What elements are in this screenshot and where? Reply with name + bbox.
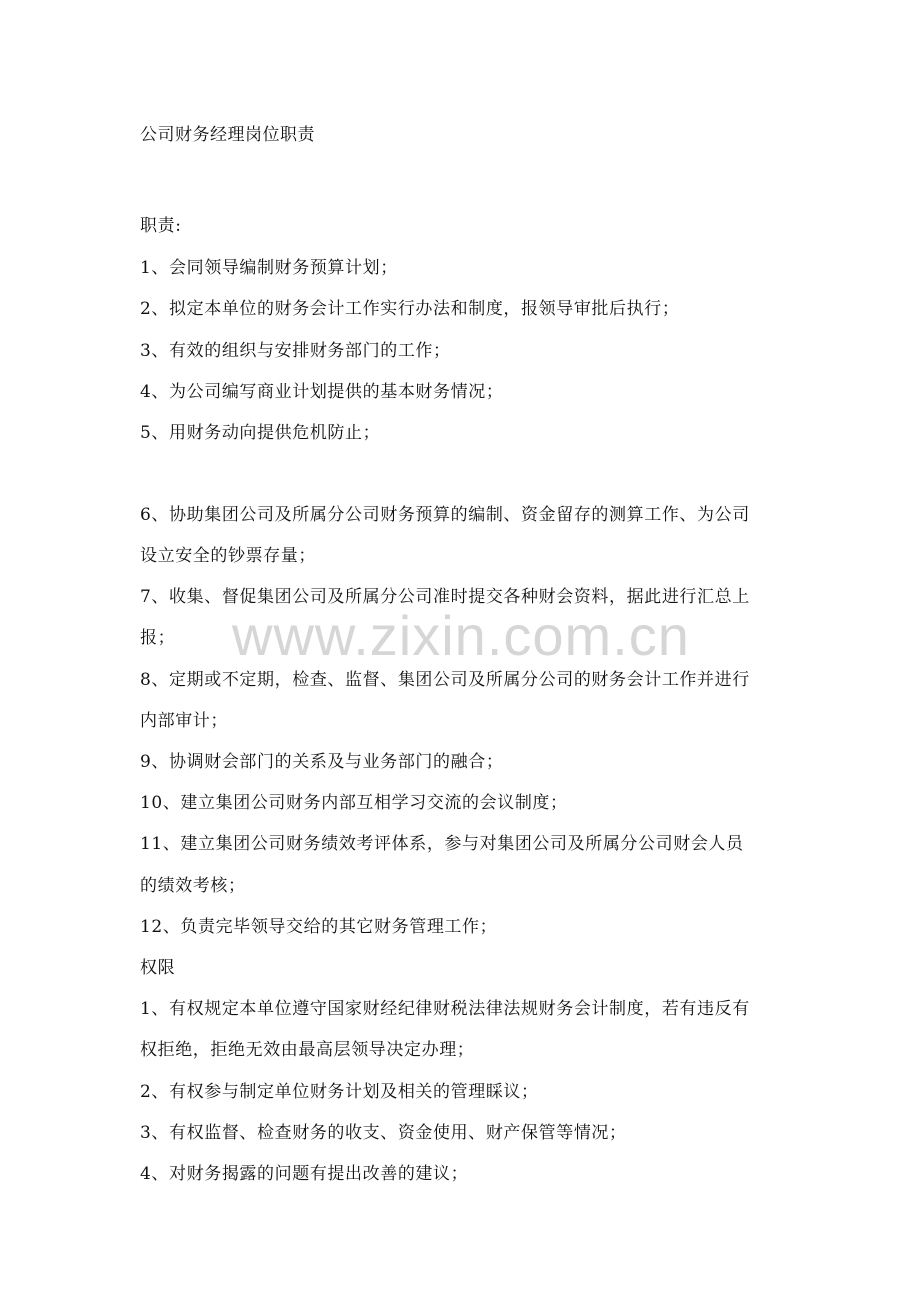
duty-line: 报； xyxy=(140,628,176,648)
duty-line: 5、用财务动向提供危机防止； xyxy=(140,423,381,443)
document-title: 公司财务经理岗位职责 xyxy=(140,125,315,145)
authority-line: 1、有权规定本单位遵守国家财经纪律财税法律法规财务会计制度，若有违反有 xyxy=(140,999,750,1019)
duty-line: 内部审计； xyxy=(140,711,228,731)
duty-line: 3、有效的组织与安排财务部门的工作； xyxy=(140,341,451,361)
duty-line: 12、负责完毕领导交给的其它财务管理工作； xyxy=(140,917,498,937)
duty-line: 4、为公司编写商业计划提供的基本财务情况； xyxy=(140,382,504,402)
duties-heading: 职责: xyxy=(140,216,182,236)
duty-line: 2、拟定本单位的财务会计工作实行办法和制度，报领导审批后执行； xyxy=(140,299,680,319)
duty-line: 9、协调财会部门的关系及与业务部门的融合； xyxy=(140,752,504,772)
authority-heading: 权限 xyxy=(140,958,176,978)
authority-line: 2、有权参与制定单位财务计划及相关的管理睬议； xyxy=(140,1082,539,1102)
duty-line: 8、定期或不定期，检查、监督、集团公司及所属分公司的财务会计工作并进行 xyxy=(140,670,750,690)
authority-line: 权拒绝，拒绝无效由最高层领导决定办理； xyxy=(140,1040,475,1060)
authority-line: 3、有权监督、检查财务的收支、资金使用、财产保管等情况； xyxy=(140,1123,627,1143)
duty-line: 的绩效考核； xyxy=(140,876,246,896)
watermark: www.zixin.com.cn xyxy=(232,604,690,667)
duty-line: 7、收集、督促集团公司及所属分公司准时提交各种财会资料，据此进行汇总上 xyxy=(140,587,750,607)
authority-line: 4、对财务揭露的问题有提出改善的建议； xyxy=(140,1164,469,1184)
duty-line: 6、协助集团公司及所属分公司财务预算的编制、资金留存的测算工作、为公司 xyxy=(140,505,750,525)
duty-line: 设立安全的钞票存量； xyxy=(140,546,316,566)
duty-line: 1、会同领导编制财务预算计划； xyxy=(140,258,398,278)
duty-line: 10、建立集团公司财务内部互相学习交流的会议制度； xyxy=(140,793,568,813)
duty-line: 11、建立集团公司财务绩效考评体系，参与对集团公司及所属分公司财会人员 xyxy=(140,834,744,854)
